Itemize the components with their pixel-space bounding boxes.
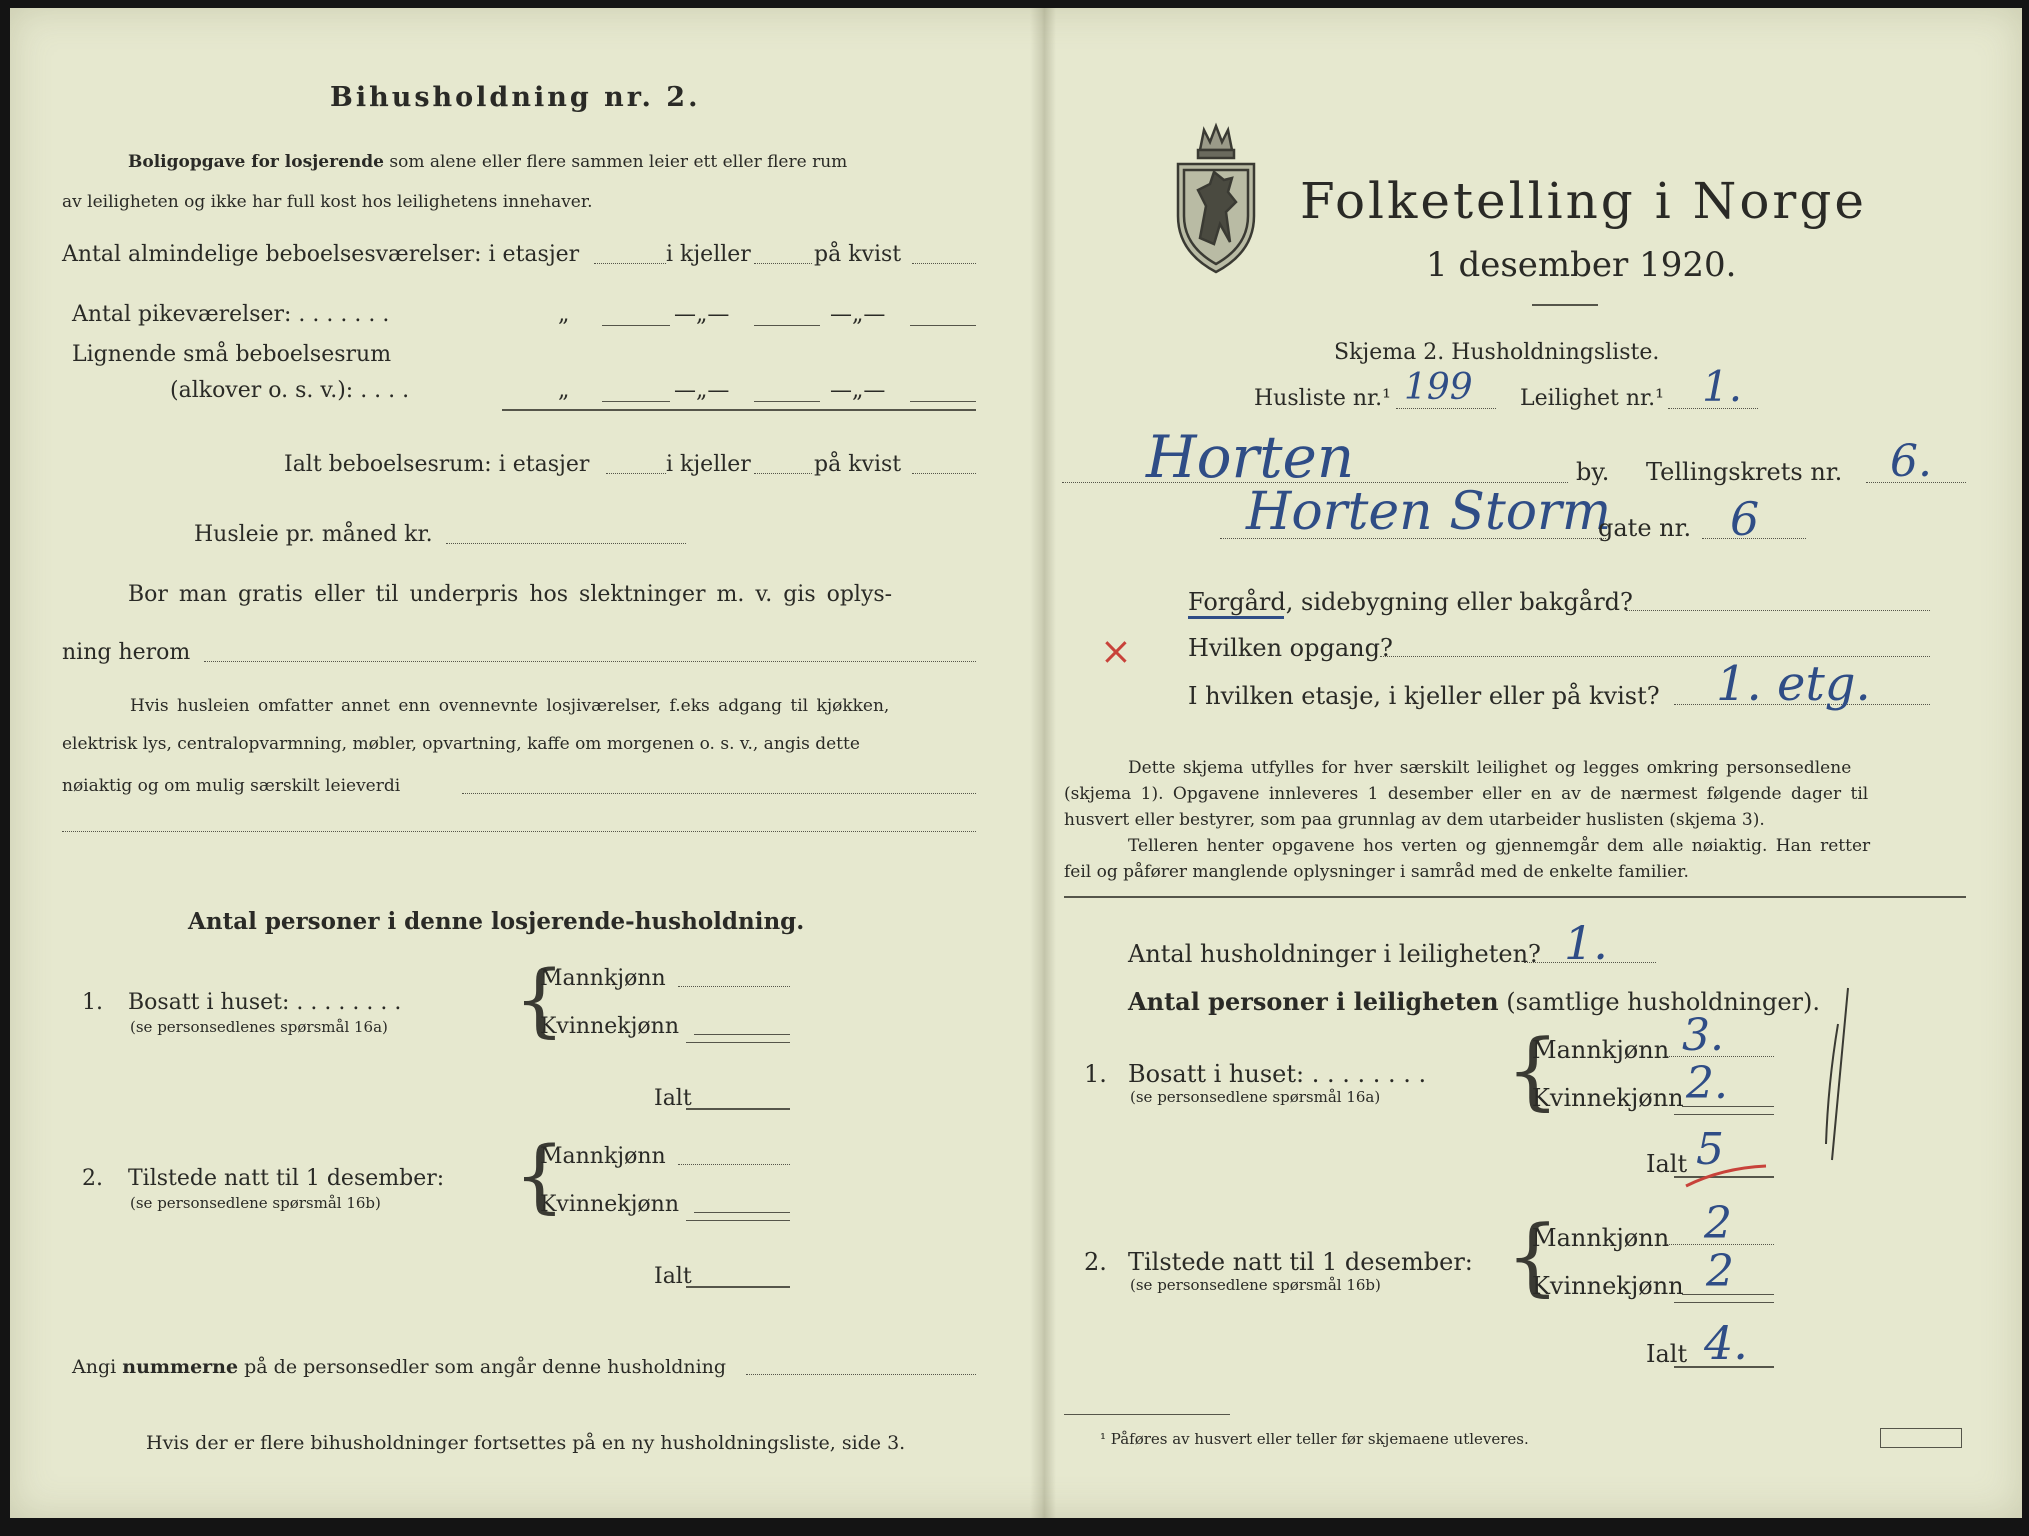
intro-line-1 bbox=[128, 154, 847, 171]
ditto-mark: —„— bbox=[674, 302, 730, 327]
ialt-rooms-label: Ialt beboelsesrum: i etasjer bbox=[284, 452, 590, 477]
left-q1-ialt-label: Ialt bbox=[654, 1086, 692, 1111]
rooms-row-1-label: Antal almindelige beboelsesværelser: i etasjer bbox=[62, 242, 580, 267]
pike-kvist-field[interactable] bbox=[910, 325, 976, 326]
right-q1-mann-value[interactable]: 3. bbox=[1682, 1010, 1724, 1061]
ditto-mark: —„— bbox=[830, 302, 886, 327]
households-value[interactable]: 1. bbox=[1564, 916, 1608, 970]
instruction-3: husvert eller bestyrer, som paa grunnlag av dem utarbeider huslisten (skjema 3). bbox=[1064, 810, 1765, 830]
husliste-value[interactable]: 199 bbox=[1404, 367, 1473, 408]
rent-field[interactable] bbox=[446, 543, 686, 544]
hvis-field[interactable] bbox=[462, 793, 976, 794]
ditto-mark: „ bbox=[558, 302, 570, 327]
angi-c: på de personsedler som angår denne husholdning bbox=[244, 1356, 727, 1378]
persons-bold: Antal personer i leiligheten bbox=[1128, 987, 1499, 1016]
instruction-4: Telleren henter opgavene hos verten og gjennemgår dem alle nøiaktig. Han retter bbox=[1128, 836, 1871, 856]
right-q2-mann-value[interactable]: 2 bbox=[1704, 1198, 1732, 1249]
printer-stamp bbox=[1880, 1428, 1962, 1448]
persons-rest: (samtlige husholdninger). bbox=[1506, 988, 1821, 1016]
left-q1-ialt-field[interactable] bbox=[686, 1108, 790, 1110]
pike-kjeller-field[interactable] bbox=[754, 325, 820, 326]
left-q2-label: Tilstede natt til 1 desember: bbox=[128, 1166, 445, 1191]
brace: { bbox=[1506, 1207, 1560, 1305]
left-q2-sub: (se personsedlene spørsmål 16b) bbox=[130, 1194, 381, 1212]
brace: { bbox=[514, 1129, 565, 1222]
right-q2-mann-label: Mannkjønn bbox=[1532, 1224, 1670, 1252]
right-q2-ialt-label: Ialt bbox=[1646, 1340, 1688, 1368]
left-q1-kvinne-label: Kvinnekjønn bbox=[540, 1014, 679, 1039]
intro-line-2: av leiligheten og ikke har full kost hos leilighetens innehaver. bbox=[62, 192, 593, 212]
rooms-kvist-field[interactable] bbox=[912, 263, 976, 264]
pike-etasjer-field[interactable] bbox=[602, 325, 670, 326]
red-check-mark-icon bbox=[1682, 1162, 1772, 1192]
hvis-field-2[interactable] bbox=[62, 831, 976, 832]
schema-label: Skjema 2. Husholdningsliste. bbox=[1334, 340, 1660, 365]
rooms-etasjer-field[interactable] bbox=[594, 263, 666, 264]
tellingskrets-label: Tellingskrets nr. bbox=[1646, 458, 1843, 486]
left-title: Bihusholdning nr. 2. bbox=[330, 82, 701, 113]
opgang-label: Hvilken opgang? bbox=[1188, 634, 1393, 662]
left-q1-sub: (se personsedlenes spørsmål 16a) bbox=[130, 1018, 388, 1036]
footnote-rule bbox=[1064, 1414, 1230, 1415]
right-q1-kvinne-label: Kvinnekjønn bbox=[1532, 1084, 1684, 1112]
left-q2-kvinne-field[interactable] bbox=[694, 1212, 790, 1213]
rent-label: Husleie pr. måned kr. bbox=[194, 522, 433, 547]
right-q1-kvinne-value[interactable]: 2. bbox=[1686, 1058, 1728, 1109]
left-footer: Hvis der er flere bihusholdninger fortsettes på en ny husholdningsliste, side 3. bbox=[146, 1432, 906, 1454]
sum-rule bbox=[686, 1220, 790, 1221]
left-q1-number: 1. bbox=[82, 990, 103, 1015]
forgaard-underline bbox=[1188, 616, 1284, 619]
sum-rule bbox=[502, 409, 976, 411]
forgaard-field[interactable] bbox=[1626, 610, 1930, 611]
alkove-kjeller-field[interactable] bbox=[754, 401, 820, 402]
left-q2-mann-label: Mannkjønn bbox=[540, 1144, 666, 1169]
by-value[interactable]: Horten bbox=[1146, 423, 1355, 491]
sum-rule bbox=[1674, 1302, 1774, 1303]
alkove-kvist-field[interactable] bbox=[910, 401, 976, 402]
angi-b: nummerne bbox=[122, 1356, 239, 1378]
left-q2-ialt-label: Ialt bbox=[654, 1264, 692, 1289]
leilighet-label: Leilighet nr.¹ bbox=[1520, 386, 1664, 411]
tellingskrets-value[interactable]: 6. bbox=[1890, 436, 1932, 487]
left-persons-heading: Antal personer i denne losjerende-husholdning. bbox=[188, 908, 805, 935]
ialt-kjeller-label: i kjeller bbox=[666, 452, 751, 477]
census-form-sheet bbox=[10, 8, 2022, 1518]
left-q2-mann-field[interactable] bbox=[678, 1164, 790, 1165]
brace: { bbox=[1506, 1021, 1560, 1119]
angi-line bbox=[72, 1358, 726, 1377]
ialt-kvist-label: på kvist bbox=[814, 452, 902, 477]
brace: { bbox=[514, 953, 565, 1046]
right-q1-ialt-value[interactable]: 5 bbox=[1696, 1124, 1724, 1175]
ditto-mark: —„— bbox=[830, 378, 886, 403]
sum-rule bbox=[686, 1042, 790, 1043]
forgaard-label: Forgård, sidebygning eller bakgård? bbox=[1188, 588, 1633, 616]
rooms-kjeller-field[interactable] bbox=[754, 263, 812, 264]
right-q2-label: Tilstede natt til 1 desember: bbox=[1128, 1248, 1473, 1276]
households-label: Antal husholdninger i leiligheten? bbox=[1128, 940, 1541, 968]
instruction-5: feil og påfører manglende oplysninger i samråd med de enkelte familier. bbox=[1064, 862, 1689, 882]
gratis-line-2: ning herom bbox=[62, 640, 191, 665]
husliste-field[interactable] bbox=[1396, 408, 1496, 409]
red-x-mark: × bbox=[1100, 629, 1132, 673]
right-q1-ialt-label: Ialt bbox=[1646, 1150, 1688, 1178]
left-q2-ialt-field[interactable] bbox=[686, 1286, 790, 1288]
left-q1-mann-field[interactable] bbox=[678, 986, 790, 987]
left-q1-kvinne-field[interactable] bbox=[694, 1034, 790, 1035]
right-q2-sub: (se personsedlene spørsmål 16b) bbox=[1130, 1276, 1381, 1294]
street-value[interactable]: Horten Storm bbox=[1246, 482, 1612, 542]
hvis-line-2: elektrisk lys, centralopvarmning, møbler, opvartning, kaffe om morgenen o. s. v., angis dette bbox=[62, 734, 860, 754]
intro-bold: Boligopgave for losjerende bbox=[128, 152, 384, 172]
section-divider bbox=[1064, 896, 1966, 898]
leilighet-value[interactable]: 1. bbox=[1702, 362, 1743, 411]
left-q1-label: Bosatt i huset: . . . . . . . . bbox=[128, 990, 402, 1015]
right-q2-kvinne-label: Kvinnekjønn bbox=[1532, 1272, 1684, 1300]
right-q2-kvinne-value[interactable]: 2 bbox=[1706, 1246, 1734, 1297]
hvis-line-1: Hvis husleien omfatter annet enn ovennevnte losjiværelser, f.eks adgang til kjøkken, bbox=[130, 696, 890, 716]
right-q2-ialt-value[interactable]: 4. bbox=[1704, 1316, 1748, 1370]
left-q2-number: 2. bbox=[82, 1166, 103, 1191]
pencil-stroke-icon bbox=[1818, 984, 1858, 1164]
right-q2-number: 2. bbox=[1084, 1248, 1107, 1276]
rooms-kjeller-label: i kjeller bbox=[666, 242, 751, 267]
right-q1-mann-label: Mannkjønn bbox=[1532, 1036, 1670, 1064]
right-q1-label: Bosatt i huset: . . . . . . . . bbox=[1128, 1060, 1427, 1088]
angi-a: Angi bbox=[72, 1356, 117, 1378]
alkove-etasjer-field[interactable] bbox=[602, 401, 670, 402]
coat-of-arms-icon bbox=[1170, 120, 1262, 280]
title-rule bbox=[1532, 304, 1598, 306]
intro-rest: som alene eller flere sammen leier ett eller flere rum bbox=[389, 152, 848, 172]
ditto-mark: —„— bbox=[674, 378, 730, 403]
instruction-1: Dette skjema utfylles for hver særskilt leilighet og legges omkring personsedlene bbox=[1128, 758, 1852, 778]
gate-label: gate nr. bbox=[1598, 514, 1692, 542]
ialt-etasjer-field[interactable] bbox=[606, 473, 666, 474]
husliste-label: Husliste nr.¹ bbox=[1254, 386, 1391, 411]
page-fold bbox=[1030, 8, 1056, 1518]
right-title: Folketelling i Norge bbox=[1300, 172, 1867, 230]
left-q1-mann-label: Mannkjønn bbox=[540, 966, 666, 991]
sum-rule bbox=[1674, 1114, 1774, 1115]
ditto-mark: „ bbox=[558, 378, 570, 403]
census-date: 1 desember 1920. bbox=[1426, 245, 1737, 285]
gate-nr-value[interactable]: 6 bbox=[1730, 492, 1760, 546]
hvis-line-3: nøiaktig og om mulig særskilt leieverdi bbox=[62, 776, 401, 796]
right-q1-number: 1. bbox=[1084, 1060, 1107, 1088]
rooms-row-2-label: Antal pikeværelser: . . . . . . . bbox=[72, 302, 390, 327]
left-q2-kvinne-label: Kvinnekjønn bbox=[540, 1192, 679, 1217]
instruction-2: (skjema 1). Opgavene innleveres 1 desember eller en av de nærmest følgende dager til bbox=[1064, 784, 1869, 804]
by-label: by. bbox=[1576, 458, 1610, 486]
ialt-kjeller-field[interactable] bbox=[754, 473, 812, 474]
ialt-kvist-field[interactable] bbox=[912, 473, 976, 474]
right-q1-sub: (se personsedlene spørsmål 16a) bbox=[1130, 1088, 1381, 1106]
rooms-kvist-label: på kvist bbox=[814, 242, 902, 267]
etasje-value[interactable]: 1. etg. bbox=[1716, 656, 1871, 712]
gratis-field[interactable] bbox=[204, 661, 976, 662]
angi-field[interactable] bbox=[746, 1374, 976, 1375]
gratis-line-1: Bor man gratis eller til underpris hos slektninger m. v. gis oplys- bbox=[128, 582, 893, 607]
rooms-row-3-label-a: Lignende små beboelsesrum bbox=[72, 342, 392, 367]
etasje-label: I hvilken etasje, i kjeller eller på kvist? bbox=[1188, 682, 1660, 710]
rooms-row-3-label-b: (alkover o. s. v.): . . . . bbox=[170, 378, 410, 403]
footnote-text: ¹ Påføres av husvert eller teller før skjemaene utleveres. bbox=[1100, 1430, 1529, 1448]
